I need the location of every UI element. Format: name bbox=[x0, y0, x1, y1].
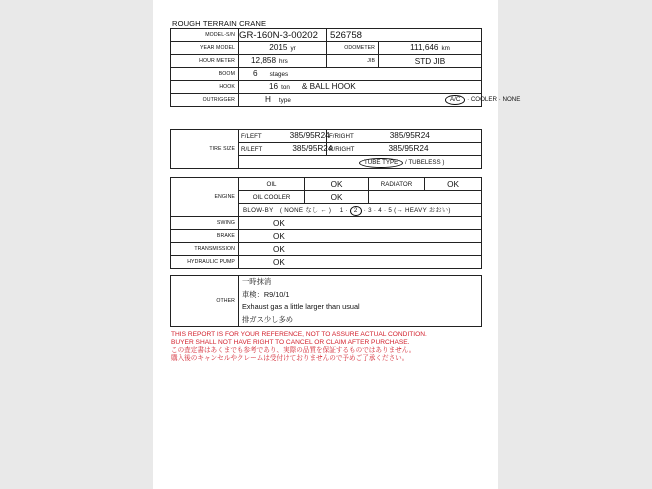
odometer-unit: km bbox=[441, 45, 450, 52]
disclaimer-line-4: 購入後のキャンセルやクレームは受付けておりませんので予めご了承ください。 bbox=[171, 355, 409, 363]
hook-unit: ton bbox=[281, 84, 290, 91]
other-note-2: 車検：R9/10/1 bbox=[242, 289, 290, 299]
tire-type-cell bbox=[239, 156, 482, 169]
year-model-cell bbox=[239, 42, 327, 55]
hour-meter-value: 12,858 bbox=[251, 56, 277, 65]
transmission-row bbox=[171, 243, 482, 256]
tire-table bbox=[170, 129, 482, 169]
hour-meter-label: HOUR METER bbox=[171, 55, 239, 68]
brake-label: BRAKE bbox=[171, 230, 239, 243]
hour-meter-unit: hrs bbox=[279, 58, 288, 65]
outrigger-cell bbox=[239, 94, 521, 107]
tire-rear-left-cell bbox=[239, 143, 333, 156]
engine-table bbox=[170, 177, 482, 269]
tire-rear-right-cell bbox=[327, 143, 482, 156]
tire-size-label: TIRE SIZE bbox=[171, 130, 239, 169]
blowby-scale-low: BLOW-BY ( NONE なし ← ) 1 · bbox=[243, 206, 348, 214]
oil-label: OIL bbox=[239, 178, 305, 191]
model-sn-extra: 526758 bbox=[327, 29, 482, 42]
boom-row bbox=[171, 68, 482, 81]
jib-value: STD JIB bbox=[379, 55, 482, 68]
year-model-label: YEAR MODEL bbox=[171, 42, 239, 55]
rear-right-label: R/RIGHT bbox=[329, 146, 355, 153]
radiator-value: OK bbox=[425, 178, 482, 191]
blowby-selected-circled: 2 bbox=[350, 206, 362, 216]
hydraulic-pump-label: HYDRAULIC PUMP bbox=[171, 256, 239, 269]
blowby-cell bbox=[239, 204, 482, 217]
engine-oil-row bbox=[171, 178, 482, 191]
hour-meter-cell bbox=[239, 55, 327, 68]
other-table bbox=[170, 275, 482, 327]
oil-cooler-empty bbox=[369, 191, 482, 204]
transmission-label: TRANSMISSION bbox=[171, 243, 239, 256]
odometer-label: ODOMETER bbox=[327, 42, 379, 55]
front-right-value: 385/95R24 bbox=[389, 131, 430, 140]
year-model-value: 2015 bbox=[269, 43, 288, 52]
model-row bbox=[171, 29, 482, 42]
blowby-scale-high: · 3 · 4 · 5 (→ HEAVY おおい) bbox=[363, 206, 451, 214]
odometer-value: 111,646 bbox=[410, 43, 439, 52]
disclaimer-line-3: この査定書はあくまでも参考であり、実際の品質を保証するものではありません。 bbox=[171, 347, 416, 355]
other-note-4: 排ガス少し多め bbox=[242, 314, 294, 324]
other-note-3: Exhaust gas a little larger than usual bbox=[242, 302, 360, 311]
model-sn-label: MODEL-S/N bbox=[171, 29, 239, 42]
hour-row bbox=[171, 55, 482, 68]
brake-row bbox=[171, 230, 482, 243]
odometer-cell bbox=[379, 42, 482, 55]
year-row bbox=[171, 42, 482, 55]
swing-row bbox=[171, 217, 482, 230]
rear-left-value: 385/95R24 bbox=[292, 144, 333, 153]
outrigger-row bbox=[171, 94, 482, 107]
tire-front-left-cell bbox=[239, 130, 330, 143]
other-notes bbox=[239, 276, 482, 327]
brake-value: OK bbox=[239, 230, 482, 243]
hydraulic-row bbox=[171, 256, 482, 269]
front-left-value: 385/95R24 bbox=[289, 131, 330, 140]
boom-cell bbox=[239, 68, 482, 81]
oil-cooler-value: OK bbox=[305, 191, 369, 204]
radiator-label: RADIATOR bbox=[369, 178, 425, 191]
rear-left-label: R/LEFT bbox=[241, 146, 263, 153]
hook-cell bbox=[239, 81, 482, 94]
model-sn-value: GR-160N-3-00202 bbox=[239, 29, 327, 42]
tire-front-right-cell bbox=[327, 130, 482, 143]
outrigger-unit: type bbox=[278, 97, 291, 104]
outrigger-label: OUTRIGGER bbox=[171, 94, 239, 107]
document-title: ROUGH TERRAIN CRANE bbox=[172, 19, 267, 28]
front-right-label: F/RIGHT bbox=[329, 133, 354, 140]
hook-value: 16 bbox=[269, 82, 279, 91]
cooler-none-options: · COOLER · NONE bbox=[467, 96, 521, 103]
disclaimer-line-2: BUYER SHALL NOT HAVE RIGHT TO CANCEL OR CLAIM AFTER PURCHASE. bbox=[171, 339, 410, 347]
boom-label: BOOM bbox=[171, 68, 239, 81]
swing-label: SWING bbox=[171, 217, 239, 230]
year-model-unit: yr bbox=[290, 45, 296, 52]
boom-unit: stages bbox=[269, 71, 289, 78]
disclaimer-line-1: THIS REPORT IS FOR YOUR REFERENCE, NOT TO ASSURE ACTUAL CONDITION. bbox=[171, 331, 427, 338]
hydraulic-pump-value: OK bbox=[239, 256, 482, 269]
engine-label: ENGINE bbox=[171, 178, 239, 217]
hook-label: HOOK bbox=[171, 81, 239, 94]
transmission-value: OK bbox=[239, 243, 482, 256]
front-left-label: F/LEFT bbox=[241, 133, 262, 140]
tire-front-row bbox=[171, 130, 482, 143]
jib-label: JIB bbox=[327, 55, 379, 68]
rear-right-value: 385/95R24 bbox=[388, 144, 429, 153]
general-info-table bbox=[170, 28, 521, 107]
other-row bbox=[171, 276, 482, 327]
tube-type-circled: TUBE TYPE bbox=[359, 158, 403, 168]
oil-cooler-label: OIL COOLER bbox=[239, 191, 305, 204]
hook-row bbox=[171, 81, 482, 94]
ac-option-circled: A/C bbox=[445, 95, 465, 105]
disclaimer bbox=[171, 331, 491, 363]
tubeless-option: / TUBELESS ) bbox=[405, 158, 445, 166]
other-label: OTHER bbox=[171, 276, 239, 327]
ac-options bbox=[445, 94, 520, 105]
oil-value: OK bbox=[305, 178, 369, 191]
boom-value: 6 bbox=[253, 69, 258, 78]
hook-extra: & BALL HOOK bbox=[301, 82, 356, 91]
swing-value: OK bbox=[239, 217, 482, 230]
other-note-1: 一時抹消 bbox=[242, 277, 272, 286]
outrigger-value: H bbox=[265, 95, 271, 104]
